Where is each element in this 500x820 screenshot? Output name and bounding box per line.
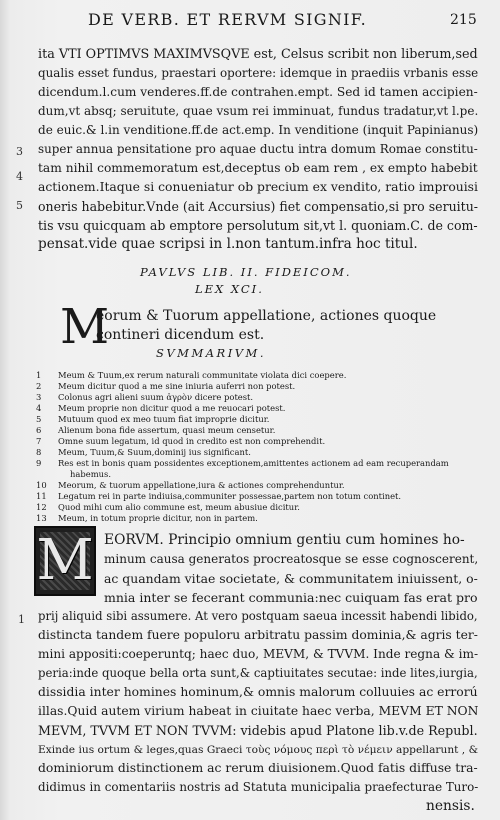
summary-number: 3: [36, 392, 42, 402]
summary-item: Legatum rei in parte indiuisa,communiter possessae,partem non totum continet.: [58, 491, 402, 501]
summary-number: 7: [36, 436, 42, 446]
summary-number: 9: [36, 458, 42, 468]
summary-item: Meorum, & tuorum appellatione,iura & actiones comprehenduntur.: [58, 480, 345, 490]
summary-item: Quod mihi cum alio commune est, meum abusiue dicitur.: [58, 502, 300, 512]
summary-item: Mutuum quod ex meo tuum fiat improprie dicitur.: [58, 414, 270, 424]
text-line: de euic.& l.in venditione.ff.de act.emp. In venditione (inquit Papinianus): [38, 123, 479, 137]
summary-number: 13: [36, 513, 47, 523]
summary-number: 8: [36, 447, 42, 457]
margin-number: 1: [18, 613, 25, 626]
text-line: super annua pensitatione pro aquae ductu intra domum Romae constitu-: [38, 142, 478, 156]
summary-number: 5: [36, 414, 42, 424]
text-line: mnia inter se fecerant communia:nec cuiquam fas erat pro: [104, 590, 478, 605]
text-line: oneris habebitur.Vnde (ait Accursius) fiet compensatio,si pro seruitu-: [38, 199, 479, 214]
margin-number: 3: [16, 145, 23, 158]
text-line: MEVM, TVVM ET NON TVVM: videbis apud Platone lib.v.de Republ.: [38, 723, 478, 738]
text-line: Exinde ius ortum & leges,quas Graeci τοὺς νόμους περὶ τὸ νέμειν appellarunt , &: [38, 743, 479, 756]
page-number: 215: [450, 12, 477, 28]
text-line: dicendum.l.cum venderes.ff.de contrahen.empt. Sed id tamen accipien-: [38, 85, 478, 99]
text-line: prij aliquid sibi assumere. At vero postquam saeua incessit habendi libido,: [38, 609, 478, 623]
text-line: dum,vt absq; seruitute, quae vsum rei imminuat, fundus tradatur,vt l.pe.: [38, 104, 479, 118]
margin-number: 4: [16, 170, 23, 183]
summary-number: 4: [36, 403, 42, 413]
decorated-initial: [34, 526, 96, 596]
summary-number: 10: [36, 480, 47, 490]
rubric-line: eorum & Tuorum appellatione, actiones quoque: [96, 308, 437, 324]
summary-item: Meum & Tuum,ex rerum naturali communitate violata dici coepere.: [58, 370, 347, 380]
text-line: ita VTI OPTIMVS MAXIMVSQVE est, Celsus scribit non liberum,sed: [38, 47, 478, 62]
summary-item: Res est in bonis quam possidentes exceptionem,amittentes actionem ad eam recuperandam: [58, 458, 449, 468]
summary-number: 6: [36, 425, 42, 435]
text-line: dissidia inter homines hominum,& omnis malorum colluuies ac errorú: [38, 685, 478, 699]
text-line: mini appositi:coeperuntq; haec duo, MEVM, & TVVM. Inde regna & im-: [38, 647, 479, 661]
summary-item-continuation: habemus.: [70, 469, 111, 479]
summary-item: Meum, in totum proprie dicitur, non in partem.: [58, 513, 258, 523]
running-head: DE VERB. ET RERVM SIGNIF.: [88, 10, 368, 29]
summary-item: Colonus agri alieni suum ἀγρὸν dicere potest.: [58, 392, 254, 402]
text-line: EORVM. Principio omnium gentiu cum homines ho-: [104, 532, 465, 548]
text-line: ac quandam vitae societate, & communitatem iniuissent, o-: [104, 571, 478, 586]
text-line: pensat.vide quae scripsi in l.non tantum.infra hoc titul.: [38, 236, 418, 252]
summary-number: 1: [36, 370, 42, 380]
initial-letter: M: [36, 528, 94, 593]
text-line: minum causa generatos procreatosque se esse cognoscerent,: [104, 552, 479, 566]
text-line: dominiorum distinctionem ac rerum diuisionem.Quod fatis diffuse tra-: [38, 761, 478, 775]
text-line: didimus in comentariis nostris ad Statuta municipalia praefecturae Turo-: [38, 780, 479, 794]
text-line: actionem.Itaque si conueniatur ob precium ex vendito, ratio improuisi: [38, 180, 478, 194]
summary-item: Omne suum legatum, id quod in credito est non comprehendit.: [58, 436, 326, 446]
lex-author: PAVLVS LIB. II. FIDEICOM.: [140, 265, 352, 279]
text-line: qualis esset fundus, praestari oportere: idemque in praediis vrbanis esse: [38, 66, 479, 80]
rubric-line: contineri dicendum est.: [96, 327, 265, 343]
summary-item: Meum, Tuum,& Suum,dominij ius significant.: [58, 447, 251, 457]
summary-item: Alienum bona fide assertum, quasi meum censetur.: [58, 425, 276, 435]
text-line: nensis.: [426, 798, 475, 814]
summary-title: SVMMARIVM.: [156, 346, 266, 360]
summary-item: Meum proprie non dicitur quod a me reuocari potest.: [58, 403, 286, 413]
summary-number: 2: [36, 381, 42, 391]
summary-item: Meum dicitur quod a me sine iniuria auferri non potest.: [58, 381, 296, 391]
margin-number: 5: [16, 199, 23, 212]
rubric-initial: M: [60, 299, 110, 355]
summary-number: 12: [36, 502, 47, 512]
lex-number: LEX XCI.: [195, 282, 264, 296]
ornament-pattern: [36, 528, 94, 593]
text-line: tis vsu quicquam ab emptore persolutum sit,vt l. quoniam.C. de com-: [38, 218, 478, 233]
text-line: distincta tandem fuere populoru arbitratu passim dominia,& agris ter-: [38, 628, 478, 642]
text-line: illas.Quid autem virium habeat in ciuitate haec verba, MEVM ET NON: [38, 704, 479, 718]
text-line: peria:inde quoque bella orta sunt,& captiuitates secutae: inde lites,iurgia,: [38, 666, 478, 680]
text-line: tam nihil commemoratum est,deceptus ob eam rem , ex empto habebit: [38, 161, 478, 175]
summary-number: 11: [36, 491, 47, 501]
